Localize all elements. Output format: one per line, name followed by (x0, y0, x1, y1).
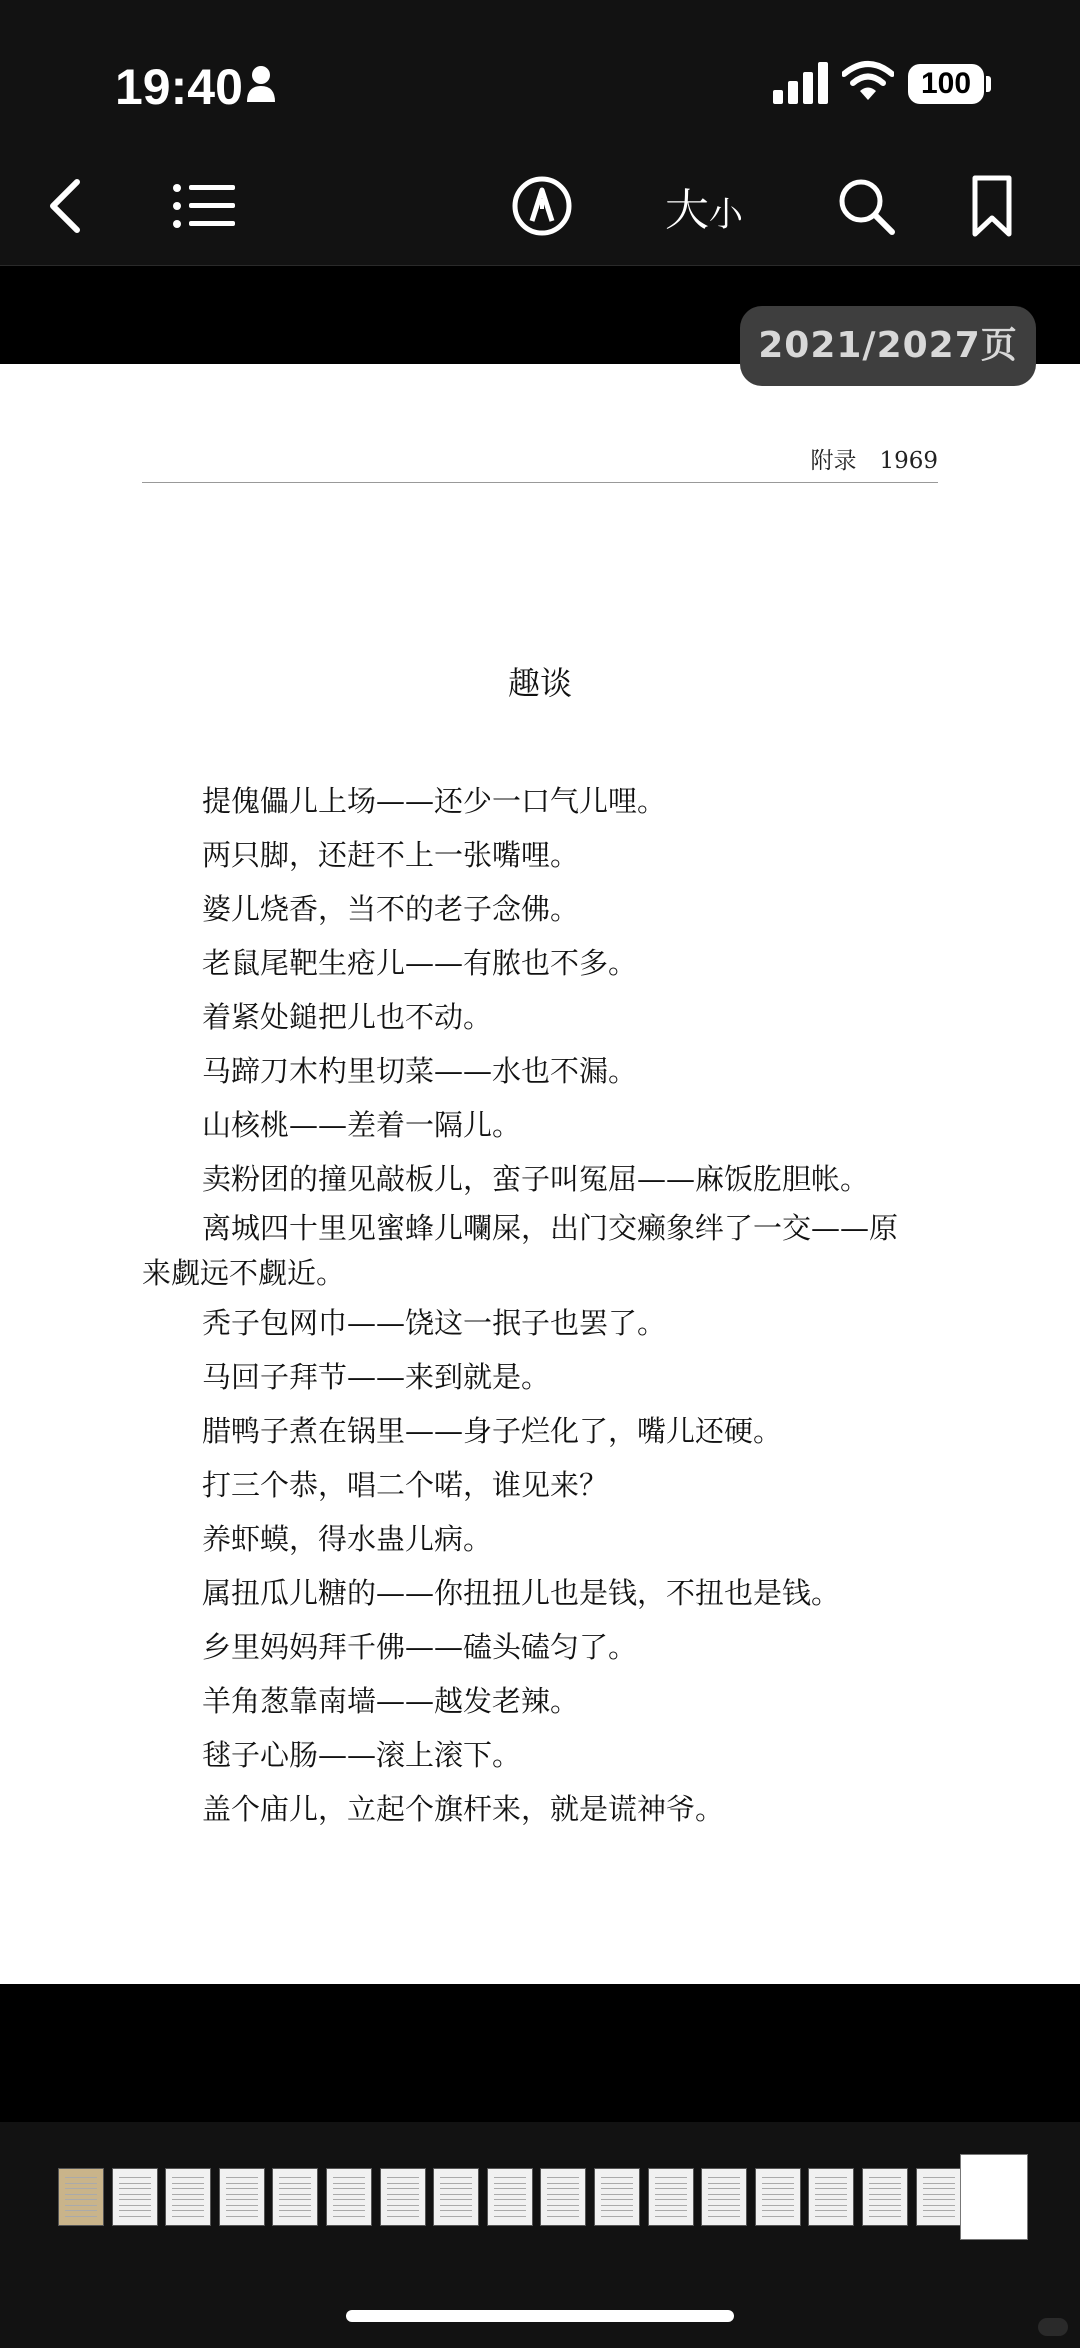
page-thumbnail[interactable] (219, 2168, 265, 2226)
text-line: 羊角葱靠南墙——越发老辣。 (202, 1684, 580, 1718)
search-button[interactable] (826, 168, 906, 244)
status-bar (0, 0, 1080, 150)
text-line: 提傀儡儿上场——还少一口气儿哩。 (202, 784, 667, 818)
person-icon (245, 64, 277, 104)
page-thumbnail[interactable] (862, 2168, 908, 2226)
text-line: 打三个恭，唱二个喏，谁见来？ (202, 1468, 609, 1502)
page-indicator: 2021/2027页 (740, 306, 1036, 386)
current-page-thumbnail[interactable] (960, 2154, 1028, 2240)
reader-toolbar (0, 150, 1080, 266)
text-line: 乡里妈妈拜千佛——磕头磕匀了。 (202, 1630, 638, 1664)
font-size-button[interactable] (648, 168, 760, 244)
clock: 19:40 (115, 59, 243, 115)
chapter-title: 趣谈 (507, 664, 572, 702)
text-line: 养虾蟆，得水蛊儿病。 (202, 1522, 493, 1556)
page-thumbnail[interactable] (701, 2168, 747, 2226)
text-line: 两只脚，还赶不上一张嘴哩。 (202, 838, 580, 872)
size-label-big: 大 (665, 185, 709, 236)
text-line: 属扭瓜儿糖的——你扭扭儿也是钱，不扭也是钱。 (202, 1576, 841, 1610)
size-label-small: 小 (709, 194, 743, 235)
watermark-badge (1038, 2318, 1068, 2336)
chevron-left-icon (45, 178, 85, 234)
list-icon (173, 183, 237, 229)
page-thumbnail[interactable] (272, 2168, 318, 2226)
battery-tip (986, 76, 991, 92)
page-body (142, 774, 942, 1836)
page-thumbnail[interactable] (112, 2168, 158, 2226)
book-page[interactable] (0, 364, 1080, 1984)
page-thumbnail[interactable] (540, 2168, 586, 2226)
battery-indicator: 100 (908, 64, 984, 104)
search-icon (836, 176, 896, 236)
text-line: 着紧处鎚把儿也不动。 (202, 1000, 493, 1034)
text-line: 老鼠尾靶生疮儿——有脓也不多。 (202, 946, 638, 980)
page-thumbnail[interactable] (487, 2168, 533, 2226)
page-thumbnail[interactable] (808, 2168, 854, 2226)
running-header: 附录 1969 (142, 442, 938, 483)
signal-icon (773, 62, 829, 104)
text-line: 山核桃——差着一隔儿。 (202, 1108, 522, 1142)
annotate-button[interactable] (500, 168, 584, 244)
wifi-icon (842, 60, 894, 102)
text-line: 马蹄刀木杓里切菜——水也不漏。 (202, 1054, 638, 1088)
page-thumbnail[interactable] (58, 2168, 104, 2226)
home-indicator[interactable] (346, 2310, 734, 2322)
bookmark-icon (971, 174, 1013, 238)
page-thumbnail[interactable] (380, 2168, 426, 2226)
text-line: 腊鸭子煮在锅里——身子烂化了，嘴儿还硬。 (202, 1414, 783, 1448)
text-line: 婆儿烧香，当不的老子念佛。 (202, 892, 580, 926)
table-of-contents-button[interactable] (160, 168, 250, 244)
back-button[interactable] (30, 168, 100, 244)
page-thumbnail[interactable] (648, 2168, 694, 2226)
pen-icon (511, 175, 573, 237)
page-thumbnail[interactable] (433, 2168, 479, 2226)
text-line: 盖个庙儿，立起个旗杆来，就是谎神爷。 (202, 1792, 725, 1826)
text-line: 毬子心肠——滚上滚下。 (202, 1738, 522, 1772)
page-thumbnail[interactable] (594, 2168, 640, 2226)
page-thumbnail[interactable] (916, 2168, 962, 2226)
page-thumbnail[interactable] (165, 2168, 211, 2226)
text-line: 来觑远不觑近。 (142, 1256, 346, 1290)
bookmark-button[interactable] (962, 168, 1022, 244)
page-thumbnail[interactable] (755, 2168, 801, 2226)
page-thumbnail[interactable] (326, 2168, 372, 2226)
text-line: 离城四十里见蜜蜂儿㘓屎，出门交癞象绊了一交——原 (202, 1211, 899, 1245)
text-line: 马回子拜节——来到就是。 (202, 1360, 551, 1394)
text-line: 秃子包网巾——饶这一抿子也罢了。 (202, 1306, 667, 1340)
text-line: 卖粉团的撞见敲板儿，蛮子叫冤屈——麻饭肐胆帐。 (202, 1162, 870, 1196)
